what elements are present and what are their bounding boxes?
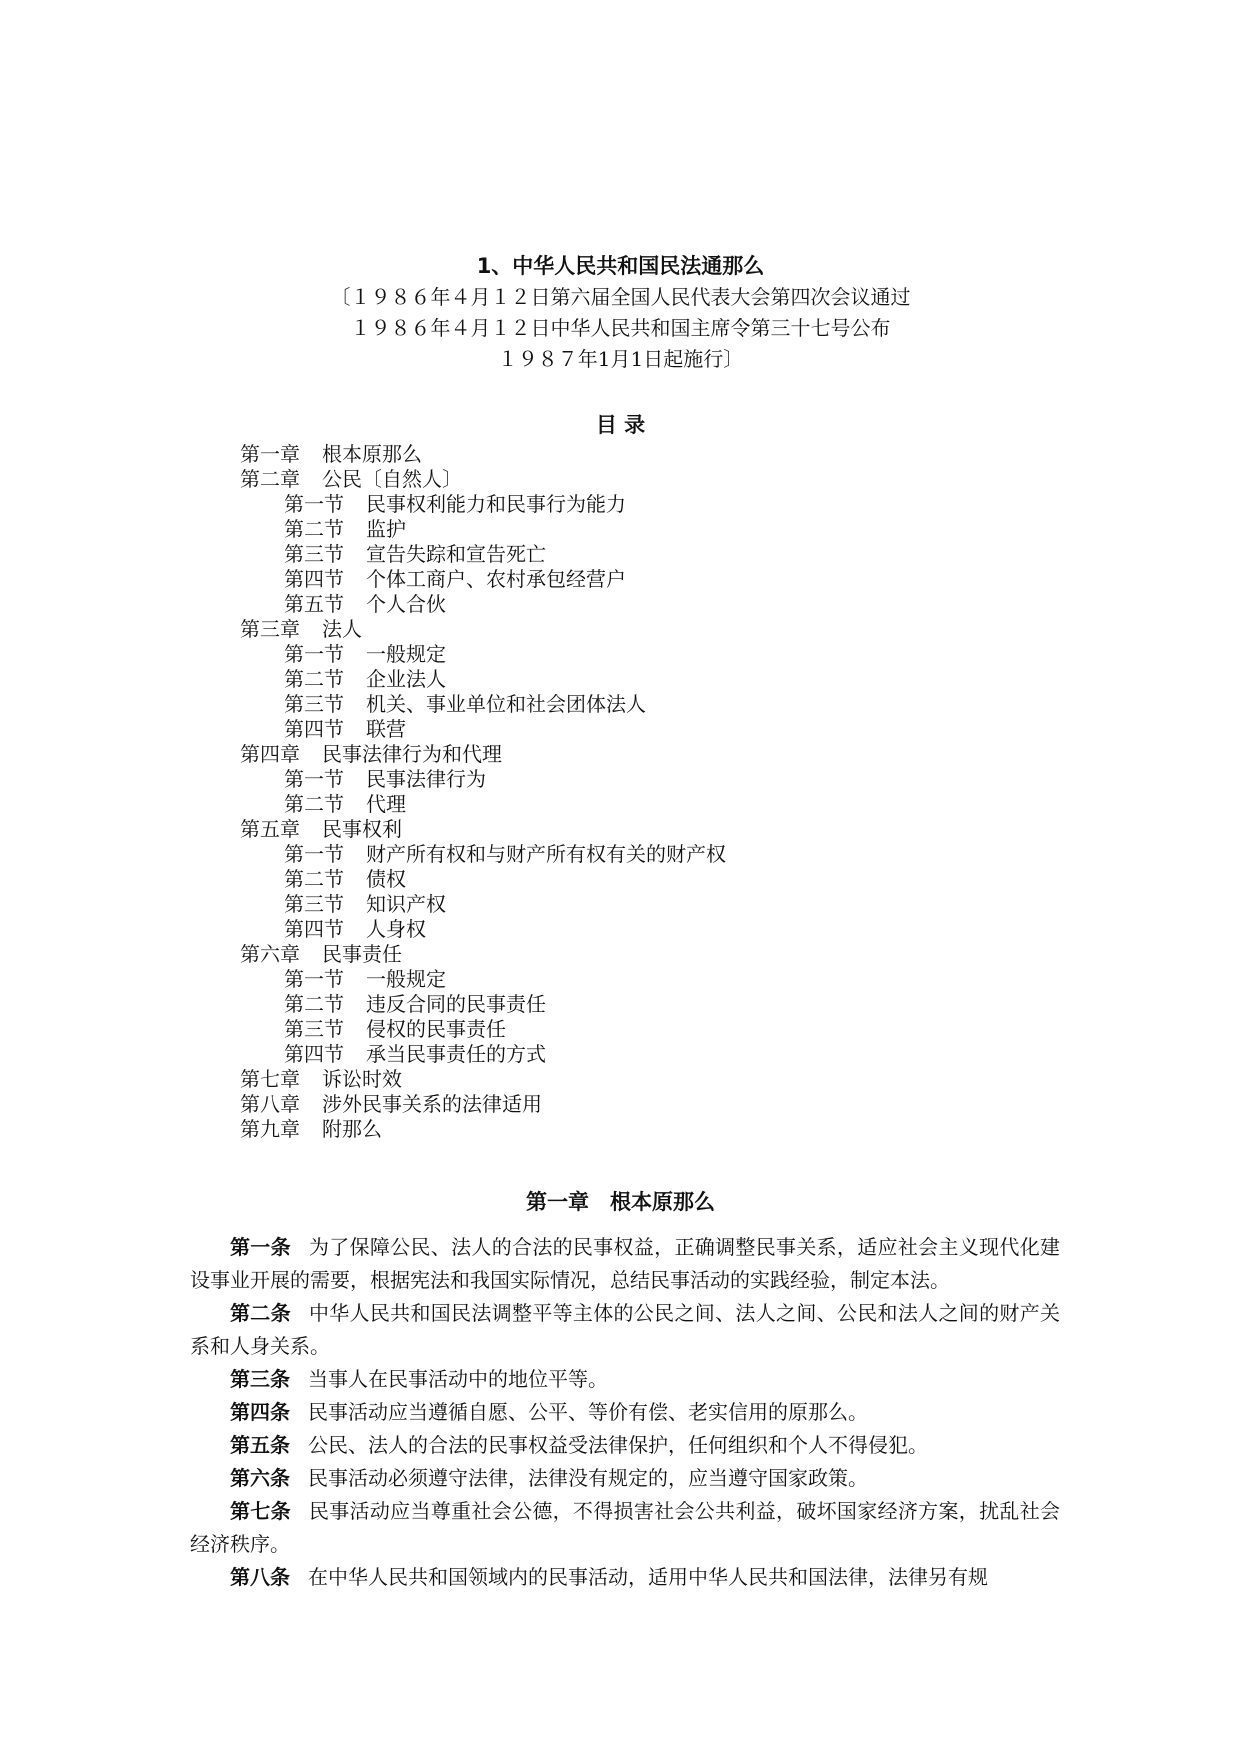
article-number: 第二条 <box>230 1301 291 1325</box>
article <box>190 1429 1060 1462</box>
toc-section <box>240 667 1040 692</box>
toc-number: 第三节 <box>284 1017 344 1041</box>
toc-label: 民事法律行为和代理 <box>322 742 502 766</box>
toc-number: 第一节 <box>284 492 344 516</box>
toc-number: 第四节 <box>284 1042 344 1066</box>
article-number: 第一条 <box>230 1235 291 1259</box>
toc-label: 民事法律行为 <box>366 767 486 791</box>
article-number: 第六条 <box>230 1466 290 1490</box>
toc-number: 第三章 <box>240 617 300 641</box>
toc-label: 个体工商户、农村承包经营户 <box>366 567 626 591</box>
toc-number: 第四节 <box>284 567 344 591</box>
preamble-line: 〔１９８６年４月１２日第六届全国人民代表大会第四次会议通过 <box>330 285 911 309</box>
article-number: 第五条 <box>230 1433 290 1457</box>
article-text: 民事活动应当遵循自愿、公平、等价有偿、老实信用的原那么。 <box>308 1400 868 1424</box>
toc-number: 第二节 <box>284 667 344 691</box>
toc-chapter <box>240 817 1040 842</box>
toc-number: 第五节 <box>284 592 344 616</box>
toc-label: 宣告失踪和宣告死亡 <box>366 542 546 566</box>
toc-chapter <box>240 467 1040 492</box>
toc-section <box>240 767 1040 792</box>
toc-number: 第九章 <box>240 1117 300 1141</box>
toc-label: 侵权的民事责任 <box>366 1017 506 1041</box>
toc-number: 第五章 <box>240 817 300 841</box>
toc-section <box>240 967 1040 992</box>
document-title: 1、中华人民共和国民法通那么 <box>476 254 765 278</box>
toc-label: 机关、事业单位和社会团体法人 <box>366 692 646 716</box>
toc-number: 第七章 <box>240 1067 300 1091</box>
toc-section <box>240 842 1040 867</box>
toc-label: 承当民事责任的方式 <box>366 1042 546 1066</box>
article-text: 公民、法人的合法的民事权益受法律保护，任何组织和个人不得侵犯。 <box>308 1433 928 1457</box>
toc-label: 个人合伙 <box>366 592 446 616</box>
toc-number: 第二节 <box>284 517 344 541</box>
toc-chapter <box>240 442 1040 467</box>
article-text: 中华人民共和国民法调整平等主体的公民之间、法人之间、公民和法人之间的财产关系和人身关系。 <box>190 1301 1061 1358</box>
toc-number: 第一章 <box>240 442 300 466</box>
toc-label: 诉讼时效 <box>322 1067 402 1091</box>
toc-label: 监护 <box>366 517 406 541</box>
toc-chapter <box>240 1092 1040 1117</box>
toc-number: 第一节 <box>284 842 344 866</box>
toc-number: 第三节 <box>284 692 344 716</box>
toc-section <box>240 492 1040 517</box>
toc-label: 违反合同的民事责任 <box>366 992 546 1016</box>
article-text: 在中华人民共和国领域内的民事活动，适用中华人民共和国法律，法律另有规 <box>308 1565 988 1589</box>
toc-chapter <box>240 742 1040 767</box>
toc-number: 第二节 <box>284 867 344 891</box>
toc-label: 一般规定 <box>366 967 446 991</box>
article <box>190 1495 1060 1561</box>
toc-title: 目 录 <box>595 413 646 437</box>
toc-label: 民事权利能力和民事行为能力 <box>366 492 626 516</box>
toc-label: 根本原那么 <box>322 442 422 466</box>
toc-section <box>240 992 1040 1017</box>
preamble <box>0 282 1241 375</box>
article-text: 民事活动应当尊重社会公德，不得损害社会公共利益，破坏国家经济方案，扰乱社会经济秩序。 <box>190 1499 1061 1556</box>
toc-chapter <box>240 1117 1040 1142</box>
toc-label: 一般规定 <box>366 642 446 666</box>
article <box>190 1462 1060 1495</box>
article-text: 当事人在民事活动中的地位平等。 <box>308 1367 608 1391</box>
toc-label: 知识产权 <box>366 892 446 916</box>
toc-section <box>240 867 1040 892</box>
preamble-line: １９８６年４月１２日中华人民共和国主席令第三十七号公布 <box>350 316 891 340</box>
toc-section <box>240 1042 1040 1067</box>
toc-section <box>240 917 1040 942</box>
toc-label: 附那么 <box>322 1117 382 1141</box>
toc-label: 代理 <box>366 792 406 816</box>
toc-label: 债权 <box>366 867 406 891</box>
chapter-heading: 第一章 根本原那么 <box>526 1190 715 1214</box>
toc-label: 财产所有权和与财产所有权有关的财产权 <box>366 842 726 866</box>
toc-number: 第一节 <box>284 642 344 666</box>
article-text: 民事活动必须遵守法律，法律没有规定的，应当遵守国家政策。 <box>308 1466 868 1490</box>
article-number: 第八条 <box>230 1565 290 1589</box>
toc-label: 涉外民事关系的法律适用 <box>322 1092 542 1116</box>
toc-section <box>240 717 1040 742</box>
toc-number: 第一节 <box>284 967 344 991</box>
toc-section <box>240 592 1040 617</box>
article-number: 第四条 <box>230 1400 290 1424</box>
table-of-contents <box>240 442 1040 1142</box>
toc-section <box>240 642 1040 667</box>
toc-label: 企业法人 <box>366 667 446 691</box>
toc-number: 第三节 <box>284 542 344 566</box>
toc-label: 联营 <box>366 717 406 741</box>
article-number: 第七条 <box>230 1499 291 1523</box>
preamble-line: １９８７年1月1日起施行〕 <box>497 347 744 371</box>
toc-section <box>240 567 1040 592</box>
toc-number: 第二节 <box>284 792 344 816</box>
toc-number: 第二节 <box>284 992 344 1016</box>
toc-chapter <box>240 942 1040 967</box>
toc-section <box>240 892 1040 917</box>
toc-section <box>240 792 1040 817</box>
toc-section <box>240 517 1040 542</box>
toc-chapter <box>240 1067 1040 1092</box>
toc-chapter <box>240 617 1040 642</box>
toc-label: 人身权 <box>366 917 426 941</box>
article-text: 为了保障公民、法人的合法的民事权益，正确调整民事关系，适应社会主义现代化建设事业开展的需要，根据宪法和我国实际情况，总结民事活动的实践经验，制定本法。 <box>190 1235 1061 1292</box>
toc-number: 第三节 <box>284 892 344 916</box>
article <box>190 1396 1060 1429</box>
toc-number: 第一节 <box>284 767 344 791</box>
toc-number: 第二章 <box>240 467 300 491</box>
toc-number: 第六章 <box>240 942 300 966</box>
toc-section <box>240 542 1040 567</box>
toc-number: 第四节 <box>284 717 344 741</box>
toc-number: 第八章 <box>240 1092 300 1116</box>
toc-label: 民事责任 <box>322 942 402 966</box>
article <box>190 1231 1060 1297</box>
toc-section <box>240 692 1040 717</box>
toc-number: 第四章 <box>240 742 300 766</box>
article <box>190 1297 1060 1363</box>
article <box>190 1363 1060 1396</box>
toc-label: 法人 <box>322 617 362 641</box>
toc-number: 第四节 <box>284 917 344 941</box>
toc-section <box>240 1017 1040 1042</box>
articles <box>190 1231 1060 1594</box>
toc-label: 民事权利 <box>322 817 402 841</box>
toc-label: 公民〔自然人〕 <box>322 467 462 491</box>
article-number: 第三条 <box>230 1367 290 1391</box>
article <box>190 1561 1060 1594</box>
